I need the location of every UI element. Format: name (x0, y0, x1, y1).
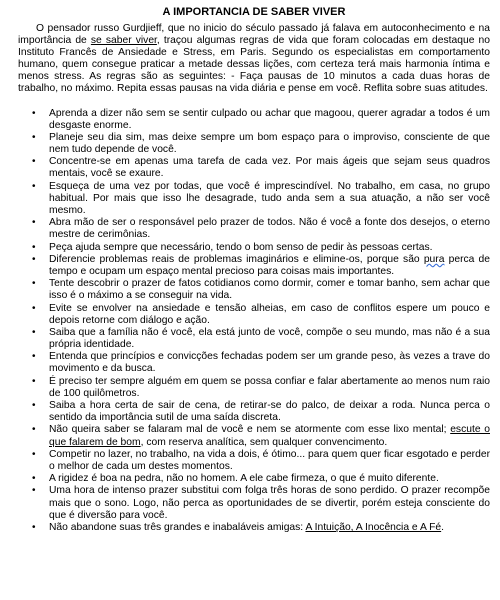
bullet-icon: • (32, 241, 36, 253)
bullet-icon: • (32, 278, 36, 290)
bullet-icon: • (32, 253, 36, 265)
rule-item: • Não abandone suas três grandes e inabaláveis amigas: A Intuição, A Inocência e A Fé. (32, 521, 445, 533)
intro-text-2: , traçou algumas regras de vida que foram colocadas em destaque no Instituto Francês de Ansiedade e Stress, em Paris. Segundo os especialistas em comportamento humano, quem consegue praticar a metade dessas lições, com certeza terá mais harmonia íntima e menos stress. As regras são as seguintes: - Faça pausas de 10 minutos a cada duas horas de trabalho, no máximo. Repita essas pausas na vida diária e pense em você. Reflita sobre suas atitudes. (18, 35, 490, 95)
rule-item: • Não queira saber se falaram mal de você e nem se atormente com esse lixo mental; escute o que falarem de bom, com reserva analítica, sem qualquer convencimento. (32, 424, 490, 448)
rule-item: • É preciso ter sempre alguém em quem se possa confiar e falar abertamente ao menos num raio de 100 quilômetros. (32, 375, 490, 399)
bullet-icon: • (32, 521, 36, 533)
bullet-icon: • (32, 351, 36, 363)
bullet-icon: • (32, 485, 36, 497)
bullet-icon: • (32, 156, 36, 168)
spellcheck-marked-word: pura (423, 253, 445, 265)
rule-item: • Abra mão de ser o responsável pelo prazer de todos. Não é você a fonte dos desejos, o eterno mestre de cerimônias. (32, 217, 490, 241)
rule-item: • A rigidez é boa na pedra, não no homem. A ele cabe firmeza, o que é muito diferente. (32, 473, 439, 485)
rule-item: • Evite se envolver na ansiedade e tensão alheias, em caso de conflitos espere um pouco e depois retorne com diálogo e ação. (32, 302, 490, 326)
underlined-phrase: escute o que falarem de bom (49, 424, 490, 448)
rule-item: • Competir no lazer, no trabalho, na vida a dois, é ótimo... para quem quer ficar esgotado e perder o melhor de cada um destes momentos. (32, 448, 490, 472)
rule-item: • Concentre-se em apenas uma tarefa de cada vez. Por mais ágeis que sejam seus quadros mentais, você se exaure. (32, 156, 490, 180)
bullet-icon: • (32, 400, 36, 412)
rule-item: • Planeje seu dia sim, mas deixe sempre um bom espaço para o improviso, consciente de que nem tudo depende de você. (32, 131, 490, 156)
intro-paragraph (18, 23, 490, 96)
bullet-icon: • (32, 424, 36, 436)
intro-text-1: O pensador russo Gurdjieff, que no inicio do século passado já falava em autoconhecimento e na importância de (18, 23, 490, 47)
rule-item: • Entenda que princípios e convicções fechadas podem ser um grande peso, às vezes a trave do movimento e da busca. (32, 351, 490, 375)
bullet-icon: • (32, 180, 36, 192)
rule-item: • Saiba que a família não é você, ela está junto de você, compõe o seu mundo, mas não é a sua própria identidade. (32, 326, 490, 351)
bullet-icon: • (32, 326, 36, 338)
rule-item: • Esqueça de uma vez por todas, que você é imprescindível. No trabalho, em casa, no grupo habitual. Por mais que isso lhe desagrade, tudo anda sem a sua atuação, a não ser você mesmo. (32, 180, 490, 216)
document-title: A IMPORTANCIA DE SABER VIVER (162, 6, 346, 18)
underlined-phrase: A Intuição, A Inocência e A Fé (305, 521, 442, 533)
intro-underlined-phrase: se saber viver (90, 35, 157, 47)
rule-item: • Diferencie problemas reais de problemas imaginários e elimine-os, porque são pura perca de tempo e ocupam um espaço mental precioso para coisas mais importantes. (32, 253, 490, 277)
rule-item: • Saiba a hora certa de sair de cena, de retirar-se do palco, de deixar a roda. Nunca perca o sentido da importância sutil de uma saída discreta. (32, 400, 490, 424)
bullet-icon: • (32, 107, 36, 119)
rules-list (18, 108, 490, 534)
rule-item: • Tente descobrir o prazer de fatos cotidianos como dormir, comer e tomar banho, sem achar que isso é o máximo a se conseguir na vida. (32, 278, 490, 302)
bullet-icon: • (32, 131, 36, 143)
bullet-icon: • (32, 217, 36, 229)
bullet-icon: • (32, 473, 36, 485)
bullet-icon: • (32, 302, 36, 314)
bullet-icon: • (32, 448, 36, 460)
rule-item: • Uma hora de intenso prazer substitui com folga três horas de sono perdido. O prazer recompõe mais que o sono. Logo, não perca as oportunidades de se divertir, porém esteja consciente do que é diversão para você. (32, 485, 490, 521)
rule-item: • Aprenda a dizer não sem se sentir culpado ou achar que magoou, querer agradar a todos é um desgaste enorme. (32, 107, 490, 131)
rule-item: • Peça ajuda sempre que necessário, tendo o bom senso de pedir às pessoas certas. (32, 241, 433, 253)
bullet-icon: • (32, 375, 36, 387)
